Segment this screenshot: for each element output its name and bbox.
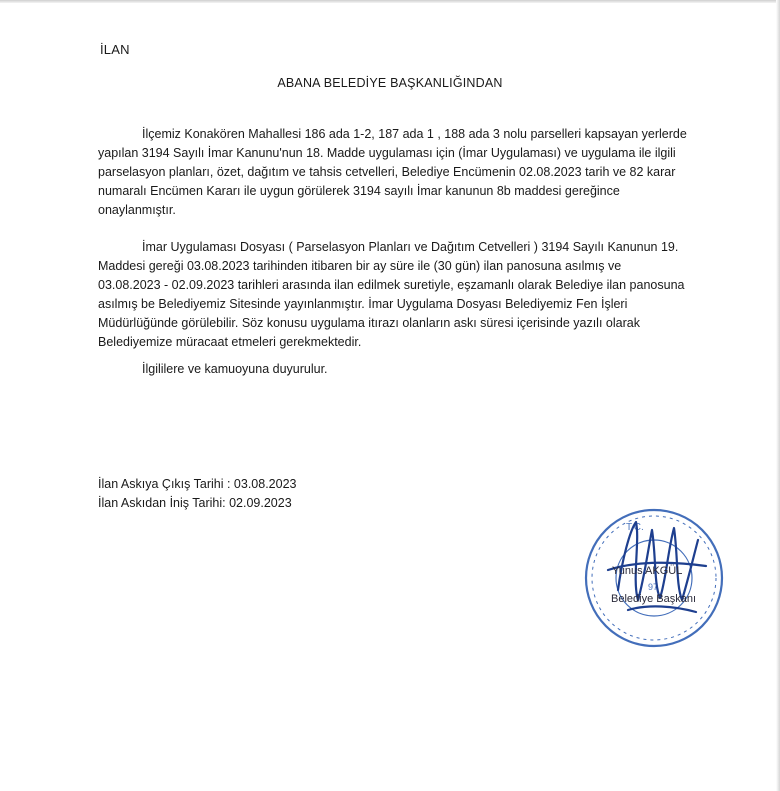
signer-name: Yunus AKGÜL: [612, 565, 683, 577]
posting-date: İlan Askıya Çıkış Tarihi : 03.08.2023: [98, 477, 297, 491]
issuing-authority: ABANA BELEDİYE BAŞKANLIĞINDAN: [277, 76, 503, 90]
paragraph-line: Maddesi gereği 03.08.2023 tarihinden itibaren bir ay süre ile (30 gün) ilan panosuna asılmış ve: [98, 259, 622, 273]
document-title: İLAN: [100, 42, 130, 57]
removal-date: İlan Askıdan İniş Tarihi: 02.09.2023: [98, 496, 292, 510]
paragraph-1: [98, 125, 716, 220]
paragraph-line: İlçemiz Konakören Mahallesi 186 ada 1-2, 187 ada 1 , 188 ada 3 nolu parselleri kapsayan yerlerde: [142, 127, 687, 141]
paragraph-line: parselasyon planları, özet, dağıtım ve tahsis cetvelleri, Belediye Encümenin 02.08.2023 tarih ve 82 karar: [98, 165, 676, 179]
paragraph-line: İmar Uygulaması Dosyası ( Parselasyon Planları ve Dağıtım Cetvelleri ) 3194 Sayılı Kanunun 19.: [142, 240, 679, 254]
paragraph-line: numaralı Encümen Kararı ile uygun görülerek 3194 sayılı İmar kanunun 8b maddesi gereğince: [98, 184, 620, 198]
signer-title: Belediye Başkanı: [611, 593, 696, 605]
paragraph-line: Belediyemize müracaat etmeleri gerekmektedir.: [98, 335, 362, 349]
paragraph-line: onaylanmıştır.: [98, 203, 176, 217]
svg-text:T.C.: T.C.: [626, 522, 644, 533]
scan-top-edge: [0, 0, 780, 3]
closing-statement: İlgililere ve kamuoyuna duyurulur.: [142, 362, 328, 376]
paragraph-line: yapılan 3194 Sayılı İmar Kanunu'nun 18. Madde uygulaması için (İmar Uygulaması) ve uygulama ile ilgili: [98, 146, 676, 160]
paragraph-line: asılmış be Belediyemiz Sitesinde yayınlanmıştır. İmar Uygulama Dosyası Belediyemiz Fen İşleri: [98, 297, 628, 311]
scan-right-edge: [776, 0, 780, 791]
paragraph-line: Müdürlüğünde görülebilir. Söz konusu uygulama itırazı olanların askı süresi içerisinde yazılı olarak: [98, 316, 640, 330]
paragraph-line: 03.08.2023 - 02.09.2023 tarihleri arasında ilan edilmek suretiyle, eşzamanlı olarak Belediye ilan panosuna: [98, 278, 685, 292]
posting-dates: [98, 475, 297, 513]
paragraph-2: [98, 238, 716, 352]
svg-text:97: 97: [648, 582, 659, 592]
